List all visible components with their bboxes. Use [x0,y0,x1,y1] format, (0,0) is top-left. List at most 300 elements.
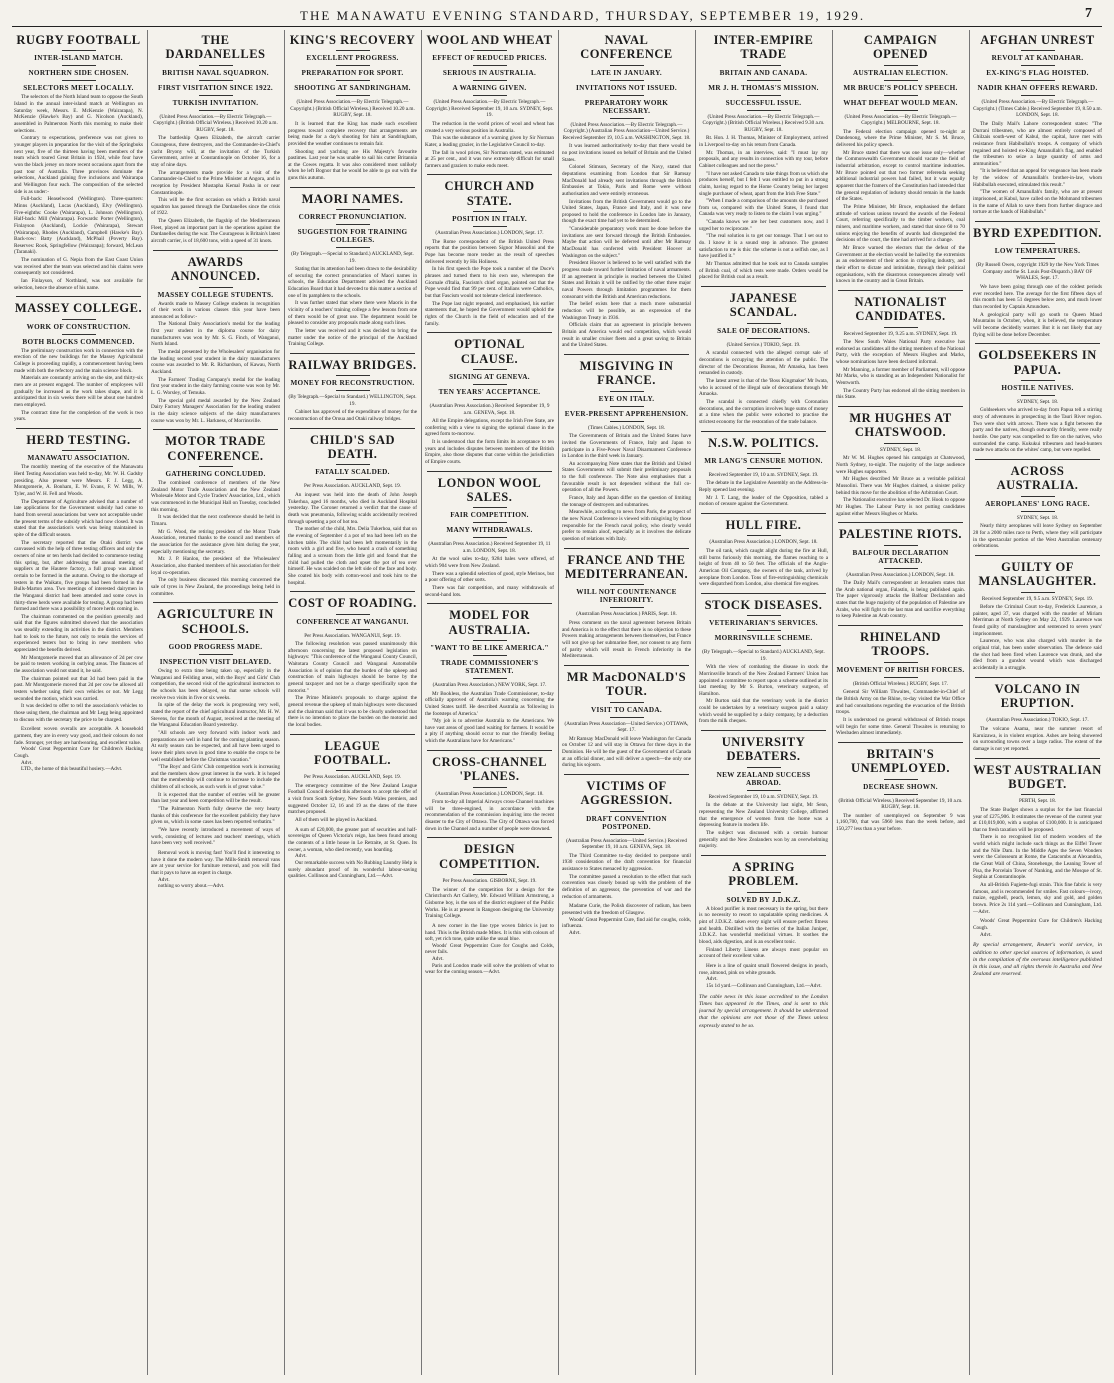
advertisement [14,726,143,773]
dateline: (By Telegraph.—Special to Standard.) AUCKLAND, Sept. 19. [702,649,825,662]
dash-rule [610,811,644,812]
dateline: (Australian Press Association.) TOKIO, Sept. 17. [986,717,1089,724]
article-headline: WEST AUSTRALIAN BUDGET. [973,762,1102,791]
article-body [562,433,691,543]
article-paragraph: The selectors of the North Island team to oppose the South Island in the annual inter-island match at Wellington on Saturday week, Messrs. E. McKenzie (Wairarapa), N. McKenzie (Hawke's Bay) and G. Nicolson (Auckland), assembled in Palmerston North this morning to make their selections. [14,94,143,134]
article-paragraph: It was learned authoritatively to-day that there would be no post invitations issued on behalf of Britain and the United States. [562,143,691,163]
article-paragraph: The Governments of Britain and the United States have invited the Governments of France, Italy and Japan to participate in a Five-Power Naval Disarmament Conference in London in the third week in January. [562,433,691,460]
article [836,406,965,517]
advertisement-title: Woods' Great Peppermint Cure for Coughs and Colds, never fails. [425,942,554,956]
dash-rule [473,507,507,508]
article-subheading: NEW ZEALAND SUCCESS ABROAD. [716,770,811,787]
article-separator [838,742,963,743]
article [973,33,1102,216]
dash-rule [884,545,918,546]
article-paragraph: The debate in the Legislative Assembly on the Address-in-Reply opened last evening. [699,480,828,494]
article-body [973,121,1102,216]
dash-rule [62,450,96,451]
article [836,522,965,620]
article-paragraph: Contrary to expectations, preference was not given to younger players in preparation for the visit of the Springboks next year, five of the thirteen having been members of the team which toured Great Britain in 1924, while four have won the black jersey on more recent occasions apart from the past tour of Australia. Three provinces dominate the selections, Auckland gaining five inclusions and Wairarapa and Wellington four each. The composition of the selected side is as under:- [14,135,143,195]
dash-rule [1021,713,1055,714]
dash-rule [62,319,96,320]
article-paragraph: A scandal connected with the alleged corrupt sale of decorations is occupying the attention of the public. The director of the Decorations Bureau, Mr Amaoka, has been remanded in custody. [699,350,828,377]
article-headline: NAVAL CONFERENCE [580,33,673,62]
dash-rule [747,468,781,469]
article-subheading: NADIR KHAN OFFERS REWARD. [977,84,1098,93]
advertisement-suffix: Advt. [295,853,307,860]
article-subheading: WHAT DEFEAT WOULD MEAN. [843,98,958,107]
article-paragraph: The oil tank, which caught alight during the fire at Hull, still burns furiously this morning, the flames reaching to a height of from 40 to 50 feet. The officials of the Anglo-American Oil Company, the owners of the tank, arrived by aeroplane from London. Tons of fire-extinguishing chemicals were dispatched from London, also chemical fire engines. [699,547,828,588]
dash-rule [473,80,507,81]
article-body [699,480,828,508]
article-headline: CROSS-CHANNEL 'PLANES. [432,754,547,784]
dash-rule [884,677,918,678]
dateline: (Australian Press Association.) Received September 19, 11 a.m. LONDON, Sept. 18. [428,541,551,554]
article-body [14,94,143,291]
article-paragraph: Mr Burton said that the veterinary work in the district could be undertaken by a veterinary surgeon paid a salary which would be supplied by a dairy company, by a deduction from the milk cheques. [699,698,828,725]
article-paragraph: The monthly meeting of the executive of the Manawatu Herd Testing Association was held to-day, Mr. W. H. Gadsby presiding. Also present were Messrs. F. J. Legg, A. Montgomerie, A. Bonham, E. W. Evans, F. W. Mills, W. Tyler, and W. H. Fell and Woods. [14,464,143,497]
article-separator [838,290,963,291]
article-separator [975,343,1100,344]
article-paragraph: Mr Thomas admitted that he took out to Canada samples of British coal, of which tests were made. Orders would be placed for British coal as a result. [699,261,828,281]
article-headline: DESIGN COMPETITION. [439,842,540,871]
article [425,33,554,169]
column-rule [969,30,970,1375]
article-body [836,813,965,833]
article [562,665,691,769]
article-paragraph: Press comment on the naval agreement between Britain and America is to the effect that there is no objection to these Powers making arrangements between themselves, but France will not give up her submarine fleet, nor consent to any form of parity which will result in French inferiority in the Mediterranean. [562,619,691,660]
article-paragraph: The Federal election campaign opened to-night at Dandenong, where the Prime Minister, Mr S. M. Bruce, delivered his policy speech. [836,128,965,149]
footnote-times: The cable news in this issue accredited to the London Times has appeared in the Times, and is sent to this journal by special arrangement. It should be understood that the opinions are not those of the Times unless expressly stated to be so. [699,993,828,1029]
dash-rule [747,630,781,631]
article-separator [290,591,415,592]
article-subheading: FIRST VISITATION SINCE 1922. [158,83,273,92]
article [699,286,828,425]
article-headline: BYRD EXPEDITION. [973,226,1102,241]
dash-rule [1021,794,1055,795]
article [699,593,828,725]
article-paragraph: France, Italy and Japan differ on the question of limiting the tonnage of destroyers and submarines. [562,495,691,508]
article-paragraph: With the view of combating the disease in stock the Morrinsville branch of the New Zealand Farmers' Union has appointed a committee to report upon a scheme outlined at its last meeting by Mr S. Burton, veterinary surgeon, of Hamilton. [699,664,828,697]
article [425,174,554,327]
article-subheading: SUGGESTION FOR TRAINING COLLEGES. [297,228,408,245]
article-paragraph: The Third Committee to-day decided to postpone until 1930 consideration of the draft convention for financial assistance to States menaced by aggression. [562,852,691,872]
article-subheading: CONFERENCE AT WANGANUI. [296,617,409,626]
dash-rule [199,639,233,640]
dateline: (United Press Association.—By Electric Telegraph.—Copyright.) (British Official Wireless.) Received 10.20 a.m. RUGBY, Sept. 18. [153,113,278,133]
article [973,459,1102,550]
article-paragraph: Laurence, who was also charged with murder in the original trial, has been under observation. The defence said the shot had been fired when Laurence was drunk, and she died from a gunshot wound which was discharged accidentally in a struggle. [973,638,1102,672]
dash-rule [336,479,370,480]
article-subheading: MASSEY COLLEGE STUDENTS. [157,290,274,299]
advertisement-extra: LTD., the home of this beautiful hosiery.—Advt. [21,766,123,773]
dash-rule [473,95,507,96]
article-paragraph: We have been going through one of the coldest periods ever recorded here. The average for the first fifteen days of this month has been 51 degrees below zero, and much lower than recorded by Captain Amundsen. [973,283,1102,310]
advertisement-suffix: Advt. [980,931,992,938]
dash-rule [610,95,644,96]
article-paragraph: Ian Finlayson, of Northland, was not available for selection, hence the absence of his name. [14,278,143,291]
dash-rule [62,50,96,51]
article-subheading: MR J. H. THOMAS'S MISSION. [708,83,819,92]
article-paragraph: An inquest was held into the death of John Joseph Tukerhoa, aged 16 months, who died in Auckland Hospital yesterday. The Coroner returned a verdict that the cause of death was pneumonia, following scalds accidentally received through upsetting a pot of hot tea. [288,491,417,525]
article-paragraph: "When I made a comparison of the amounts she purchased from us, compared with the United States, I found that Canada was very ready to listen to the claim I was urging." [699,198,828,218]
article-headline: UNIVERSITY DEBATERS. [721,735,806,764]
article-headline: INTER-EMPIRE TRADE [713,33,814,62]
advertisement-text: Madame Curie, the Polish discoverer of radium, has been presented with the freedom of Glasgow. [562,903,691,916]
dateline: Per Press Association. AUCKLAND, Sept. 19. [304,774,401,781]
column-6 [699,30,828,1375]
article-subheading: BRITAIN AND CANADA. [719,68,808,77]
dateline: Per Press Association. WANGANUI, Sept. 19. [304,632,401,639]
column-rule [695,30,696,1375]
article-subheading: DRAFT CONVENTION POSTPONED. [586,814,667,831]
article-subheading: PREPARATION FOR SPORT. [301,69,404,78]
article-body [699,906,828,960]
article [562,33,691,349]
article-body [151,135,280,245]
dash-rule [199,65,233,66]
article-separator [975,555,1100,556]
article-body [562,736,691,769]
dateline: (By Telegraph.—Special to Standard.) AUCKLAND, Sept. 19. [291,251,414,264]
article-body [836,689,965,737]
article-separator [564,665,689,666]
article-separator [427,750,552,751]
dateline: SYDNEY, Sept. 18. [1016,514,1059,521]
article-separator [290,734,415,735]
article-subheading: EVER-PRESENT APPREHENSION. [564,409,689,418]
article-paragraph: The volcano Asama, near the summer resort of Karuizawa, is in violent eruption. Ashes are being showered on surrounding towns over a large radius. The extent of the damage is not yet reported. [973,725,1102,752]
article-headline: STOCK DISEASES. [704,597,823,612]
article-subheading: FATALLY SCALDED. [315,468,390,477]
article-paragraph: An accompanying Note states that the British and United States Governments will submit their preliminary proposals to the full conference. The Note also emphasises that a favourable result is not dependent without the full co-operation of all the Powers. [562,460,691,494]
article-body [425,556,554,598]
article-subheading: SHOOTING AT SANDRINGHAM. [294,84,411,93]
article-paragraph: There was a splendid selection of good, style Merinos, but a poor offering of other sorts. [425,570,554,584]
dateline: (United Press Association.—By Electric Telegraph.—Copyright.) (British Official Wireless.) Received 9.30 a.m. RUGBY, Sept. 18. [702,113,825,133]
article-body [151,301,280,425]
article-body [425,239,554,328]
article-body [973,807,1102,916]
article-paragraph: The only business discussed this morning concerned the sale of tyres in New Zealand, the proceedings being held in committee. [151,577,280,597]
article-paragraph: Mr W. M. Hughes opened his campaign at Chatswood, North Sydney, to-night. The majority of the large audience were Hughes supporters. [836,455,965,475]
article-separator [838,522,963,523]
article-separator [975,758,1100,759]
article [836,742,965,833]
article-paragraph: The preliminary construction work in connection with the erection of the new buildings for the Massey Agricultural College is proceeding rapidly, a commencement having been made with both the refectory and the main science block. [14,347,143,374]
advertisement-suffix: Advt. [21,759,33,766]
article [425,332,554,465]
article-paragraph: The Farmers' Trading Company's medal for the leading first year student in the dairy farming course was won by Mr. L. G. Worsley, of Temuka. [151,376,280,397]
advertisement-extra: Our remarkable success with No Rubbing Laundry Help is surely abundant proof of its wonderful labour-saving qualities. Collinson and Cunningham, Ltd.—Advt. [288,860,417,880]
dash-rule [884,80,918,81]
article-subheading: WORK OF CONSTRUCTION. [26,322,131,331]
article-separator [153,602,278,603]
article-paragraph: The number of unemployed on September 9 was 1,160,700, that was 5960 less than the week before, and 150,277 less than a year before. [836,812,965,832]
article-paragraph: The Country Party has endorsed all the sitting members in this State. [836,387,965,401]
article-subheading: LOW TEMPERATURES. [994,247,1081,256]
dash-rule [473,537,507,538]
article-separator [290,353,415,354]
article-subheading: BALFOUR DECLARATION ATTACKED. [852,548,949,565]
dash-rule [473,655,507,656]
dateline: (British Official Wireless.) Received September 19, 10 a.m. RUGBY, Sept. 18. [838,797,963,811]
article [699,513,828,588]
advertisement-title: Woods' Great Peppermint Cure, find aid for coughs, colds, influenza. [562,916,691,930]
dash-rule [610,65,644,66]
article-subheading: FAIR COMPETITION. [450,511,529,520]
article-paragraph: There is no recognised list of modern wonders of the world which might include such things as the Eiffel Tower and the Nile Dam. In the Middle Ages the Seven Wonders were: the Colosseum at Rome, the Catacombs at Alexandria, the Great Wall of China, Stonehenge, the Leaning Tower of Pisa, the Porcelain Tower of Nanking, and the Mosque of St. Sophia at Constantinople. [973,834,1102,881]
dash-rule [610,421,644,422]
article-subheading: MORRINSVILLE SCHEME. [714,634,813,643]
dateline: Received September 19, 9.25 a.m. SYDNEY, Sept. 19. [843,330,958,337]
article-headline: OPTIONAL CLAUSE. [454,337,525,366]
article-separator [427,603,552,604]
column-rule [284,30,285,1375]
article [288,33,417,182]
dash-rule [610,391,644,392]
article-paragraph: The Daily Mail's Lahore correspondent states: "The Durrani tribesmen, who are almost entirely composed of Ghilzais south-west of Kabul, the capital, have met with resistance from Habibullah's troops. A company of which regained and hoisted ex-King Amanullah's flag, and enabled the tribesmen to seize a large quantity of arms and ammunition." [973,120,1102,167]
dash-rule [884,110,918,111]
article-paragraph: The fall in wool prices, Sir Norman stated, was estimated at 25 per cent., and it was now extremely difficult for small farmers and graziers to make ends meet. [425,149,554,169]
article-separator [701,730,826,731]
article-paragraph: Mr Ramsay MacDonald will leave Washington for Canada on October 12 and will stay in Ottawa for three days in the Dominion. He will be the guest of the Government of Canada at an official dinner, and will deliver a speech—the only one during his sojourn. [562,735,691,769]
advertisement-extra: 15s 1d yard.—Collinson and Cunningham, Ltd.—Advt. [706,982,822,989]
article-headline: N.S.W. POLITICS. [708,435,819,450]
article-paragraph: The special gold medal awarded by the New Zealand Dairy Factory Managers' Association for the leading student in the dairy science subjects of the dairy manufacturers course was won by Mr. L. Harkness, of Morrinsville. [151,397,280,424]
article-body [973,407,1102,454]
dash-rule [473,678,507,679]
article-paragraph: Goldseekers who arrived to-day from Papua tell a stirring story of adventures in prospecting in the Tauri River region. Two were shot with arrows. There was a fight between the party and the natives, though outwardly friendly, were really hostile. One party was compelled to fire on the natives, who surrounded the camp. Kukukui tribesmen and head-hunters made two attacks on the whites' camp, but were repelled. [973,407,1102,454]
dash-rule [610,80,644,81]
dash-rule [1021,592,1055,593]
article-paragraph: This was the substance of a warning given by Sir Norman Kater, a leading grazier, in the Legislative Council to-day. [425,135,554,148]
dash-rule [610,702,644,703]
dash-rule [747,767,781,768]
column-5 [562,30,691,1375]
masthead-title: THE MANAWATU EVENING STANDARD, THURSDAY, SEPTEMBER 19, 1929. [300,8,866,23]
article-paragraph: In spite of the delay the work is progressing very well, stated the report of the chief agricultural instructor, Mr. H. W. Stevens, for the month of August, received at the meeting of the Wanganui Education Board yesterday. [151,702,280,729]
article-paragraph: General Sir William Thwaites, Commander-in-Chief of the British Army on the Rhine, to-day visited the War Office and had consultations regarding the evacuation of the British troops. [836,689,965,716]
article-subheading: SOLVED BY J.D.K.Z. [726,895,801,904]
article [699,730,828,850]
article-subheading: DECREASE SHOWN. [863,782,938,791]
dash-rule [62,80,96,81]
article-paragraph: Mr Montgomerie moved that an allowance of 2d per cow be paid to testers working in outlying areas. The finances of the association would not stand it, he said. [14,654,143,675]
dateline: (United Press Association.—By Electric Telegraph.—Copyright.) (Times Cable.) Received September 19, 8.50 a.m. LONDON, Sept. 18. [973,99,1102,119]
article-subheading: MOVEMENT OF BRITISH FORCES. [836,665,965,674]
dash-rule [747,453,781,454]
dash-rule [884,794,918,795]
article-paragraph: The State Budget shows a surplus for the last financial year of £275,906. It estimates the revenue of the current year at £10,019,000, with a surplus of £100,000. It is anticipated that no fresh taxation will be proposed. [973,806,1102,833]
article-separator [427,332,552,333]
article-body [836,580,965,620]
dateline: (United Service.) TOKIO, Sept. 19. [726,341,801,348]
dash-rule [747,535,781,536]
article-paragraph: Mr Bruce warned the electors that the defeat of the Government at the election would be hailed by the extremists as an endorsement of their action in crippling industry, and their effort to dictate and intimidate, through their political organisations, with the disastrous consequences already well known in the country and in Great Britain. [836,244,965,285]
article-body [699,135,828,281]
article-subheading: EXCELLENT PROGRESS. [306,54,399,63]
dash-rule [610,118,644,119]
article-body [425,691,554,745]
article-paragraph: "My job is to advertise Australia to the Americans. We have vast areas of good land waiting for farmers. It would be a pity if anything should occur to mar the friendly feeling which the Australians have for Americans." [425,718,554,745]
article-separator [701,513,826,514]
article [836,625,965,737]
dash-rule [473,640,507,641]
dash-rule [1021,511,1055,512]
dash-rule [610,584,644,585]
article-body [288,783,417,824]
article-paragraph: Owing to extra time being taken up, especially in the Wanganui and Feilding areas, with the Boys' and Girls' Club competition, the second visit of the agricultural instructors to the schools has been delayed, so that some schools will receive two visits in five or six weeks. [151,667,280,701]
article-headline: LEAGUE FOOTBALL. [313,738,392,767]
article-paragraph: Colonel Stimson, Secretary of the Navy, stated that deputations examining from London that Sir Ramsay MacDonald had already sent invitations through the British Embassies at Tokio, Paris and Rome were without authorisation and were entirely erroneous. [562,164,691,197]
article-body [425,121,554,170]
article-headline: MR MacDONALD'S TOUR. [566,669,687,699]
column-rule [832,30,833,1375]
article-subheading: SELECTORS MEET LOCALLY. [23,84,134,93]
article-paragraph: The committee passed a resolution to the effect that such convention was closely bound up with the problem of the definition of an aggressor, the prevention of war and the reduction of armaments. [562,873,691,900]
article [425,471,554,599]
article-headline: AWARDS ANNOUNCED. [170,254,261,284]
dash-rule [336,390,370,391]
dateline: (United Press Association.—By Electric Telegraph.—Copyright.) Received September 19, 10 a.m. SYDNEY, Sept. 19. [425,99,554,119]
article-subheading: BOTH BLOCKS COMMENCED. [22,337,135,346]
article-paragraph: Awards made to Massey College students in recognition of their work in various classes this year have been announced as follow:- [151,300,280,320]
article-paragraph: The secretary reported that the Otaki district was canvassed with the help of three testing officers and only the owners of nine or ten herds had decided to commence testing this spring, but, after addressing the annual meeting of suppliers at the Hautere factory, a full group was almost certain to be formed in the autumn. Owing to the shortage of testers in the Waikato, five groups had been formed in the Bulls-Marton area. Two meetings of interested dairymen in the Wanganui district had been attended and some cows in thirty-three herds were available for testing. A group had been formed and there was a possibility of more herds coming in. [14,539,143,613]
article-body [973,284,1102,338]
article-body [973,604,1102,672]
dash-rule [62,65,96,66]
article-paragraph: The Department of Agriculture advised that a number of late applications for the Government subsidy had come to hand from several associations but were not acceptable under the present terms of the subsidy which had now closed. It was stated that the association's work was being maintained in spite of the difficult season. [14,498,143,538]
article-subheading: MANY WITHDRAWALS. [446,526,533,535]
dash-rule [884,327,918,328]
dash-rule [473,226,507,227]
dash-rule [1021,258,1055,259]
article-separator [427,174,552,175]
article [836,33,965,285]
article-paragraph: The arrangements made provide for a visit of the Commander-in-Chief to the Prime Minister at Angora, and in reception by President Mustapha Kemal Pasha in or near Constantinople. [151,169,280,196]
dash-rule [473,874,507,875]
column-4 [425,30,554,1375]
article-body [973,726,1102,753]
article-paragraph: Mr G. Wood, the retiring president of the Motor Trade Association, returned thanks to the council and members of the association for the assistance given him during the year, especially mentioning the secretary. [151,528,280,555]
dash-rule [1021,496,1055,497]
dateline: Received September 19, 9.5 a.m. SYDNEY, Sept. 19. [981,595,1094,602]
article-paragraph: "We have recently introduced a movement of ways of work, consisting of lectures and teachers' meetings, which have been very well received." [151,827,280,847]
dateline: Per Press Association. AUCKLAND, Sept. 19. [304,483,401,490]
footnote-reuters: By special arrangement, Reuter's world service, in addition to other special sources of information, is used in the compilation of the overseas intelligence published in this issue, and all rights therein in Australia and New Zealand are reserved. [973,942,1102,978]
article-subheading: MONEY FOR RECONSTRUCTION. [290,379,415,388]
article-subheading: SERIOUS IN AUSTRALIA. [442,69,537,78]
article-paragraph: The emergency committee of the New Zealand League Football Council decided this afternoon to accept the offer of a visit from South Sydney, New South Wales premiers, and suggested October 12, 16 and 19 as the dates of the three matches proposed. [288,782,417,816]
dateline: (United Press Association.—By Electric Telegraph.—Copyright.) (Australian Press Association—United Service.) Received September 19, 10.5 a.m. WASHINGTON, Sept. 18. [562,121,691,141]
dash-rule [336,209,370,210]
article-headline: VOLCANO IN ERUPTION. [994,681,1081,711]
article-headline: MASSEY COLLEGE. [14,301,143,316]
dateline: Per Press Association. GISBORNE, Sept. 19. [442,878,537,885]
article-body [425,799,554,832]
article-headline: COST OF ROADING. [288,596,417,611]
article-paragraph: "All schools are very forward with indoor work and preparations are well in hand for the coming planting season. At early season can be expected, and all have been urged to leave their plots sown in good time to enable the crops to be well established before the Christmas vacation." [151,729,280,763]
article-subheading: BRITISH NAVAL SQUADRON. [162,68,269,77]
article-subheading: POSITION IN ITALY. [452,215,527,224]
article-body [288,121,417,182]
article [973,221,1102,338]
article-paragraph: "The real solution is to get our tonnage. That I set out to do. I know it is a sound step in advance. The greatest satisfaction to me is this: the scheme is not a selfish one, as I have justified it." [699,233,828,260]
dash-rule [473,399,507,400]
article-paragraph: A blood purifier is most necessary in the spring, but there is no necessity to resort to unpalatable spring medicines. A pint of J.D.K.Z. taken every night will ensure perfect fitness and health. Distilled with the berries of the Italian Juniper, J.D.K.Z. has wonderful medicinal virtues. It soothes the blood, aids digestion, and is an excellent tonic. [699,905,828,945]
dash-rule [747,80,781,81]
advertisement-extra: nothing so worry about.—Advt. [158,883,225,890]
dash-rule [336,629,370,630]
dash-rule [884,662,918,663]
article-paragraph: The contract time for the completion of the work is two years. [14,409,143,423]
advertisement [288,827,417,880]
article-headline: FRANCE AND THE MEDITERRANEAN. [564,552,689,582]
dateline: (Australian Press Association.) LONDON, Sept. 18. [709,539,818,546]
article-subheading: MR LANG'S CENSURE MOTION. [704,456,823,465]
dash-rule [747,615,781,616]
article-headline: KING'S RECOVERY [289,33,416,47]
article-paragraph: Mr. Thomas, in an interview, said: "I must lay my proposals, and any results in connection with my tour, before Cabinet colleagues and not the press." [699,149,828,169]
article-paragraph: In the debate at the University last night, Mr Senn, representing the New Zealand University College, affirmed that the emergence of women from the home was a depressing feature in modern life. [699,802,828,829]
article-paragraph: The subject was discussed with a certain humour generally and the New Zealanders won by an overwhelming majority. [699,829,828,850]
advertisement [151,850,280,890]
dash-rule [1021,243,1055,244]
dash-rule [884,65,918,66]
dash-rule [1021,395,1055,396]
article-paragraph: The Daily Mail's correspondent at Jerusalem states that the Arab national organ, Falastin, is being published again. The paper vigorously attacks the Balfour Declaration and states that the huge majority of the population of Palestine are Arabs, who will fight to the last man and sacrifice everything to keep Palestine an Arab country. [836,580,965,620]
article-paragraph: The combined conference of members of the New Zealand Motor Trade Association and the New Zealand Wholesale Motor and Cycle Traders' Association, Ltd., which was commenced in the Municipal Hall on Tuesday, concluded this morning. [151,480,280,513]
article [562,354,691,543]
dateline: (By Russell Owen, copyright 1929 by the New York Times Company and the St. Louis Post-Dispatch.) BAY OF WHALES, Sept. 17. [976,262,1099,282]
article-paragraph: A geological party will go south to Queen Maud Mountains in October, when, it is believed, the temperature will become decidedly warmer. But it is not likely that any flying will be done before December. [973,311,1102,338]
article [973,758,1102,916]
article-subheading: SUCCESSFUL ISSUE. [725,98,802,107]
dash-rule [747,892,781,893]
article-paragraph: "The women of Amanullah's family, who are at present imprisoned, at Kabul, have called on the Mohmand tribesmen in the name of Allah to save them from further disgrace and torture at the hands of Habibullah." [973,189,1102,216]
dash-rule [199,110,233,111]
dash-rule [747,790,781,791]
article-paragraph: President Hoover is believed to be well satisfied with the progress made toward further limitation of naval armaments. If an agreement in principle is reached between the United States and Britain it will be ratified by the other three major naval Powers through limitation programmes for them consonant with the British and American reductions. [562,260,691,300]
article-subheading: TURKISH INVITATION. [172,98,259,107]
article-paragraph: The following resolution was passed unanimously this afternoon concerning the latest proposed legislation on highways: "This conference of the Wanganui County Council, Waitotara County Council and Wanganui Automobile Association is of opinion that the burden of the upkeep and construction of main highways should be borne by the general taxpayer and not be a charge specifically upon the motorist." [288,641,417,694]
dateline: Received September 19, 10 a.m. SYDNEY, Sept. 19. [708,793,819,800]
article-paragraph: All of them will be played in Auckland. [295,817,378,824]
dash-rule [1021,50,1055,51]
advertisement-text: Removal work is moving fast! You'll find it interesting to have it done the modern way. The Mills-Smith removal vans are at your service for furniture removal, and you will find that it pays to have an expert in charge. [151,850,280,876]
column-8 [973,30,1102,1375]
dash-rule [336,65,370,66]
article-subheading: TRADE COMMISSIONER'S STATEMENT. [440,659,539,676]
dash-rule [199,287,233,288]
article [288,734,417,824]
dateline: (Australian Press Association.) LONDON, Sept. 17. [435,230,544,237]
article-headline: RHINELAND TROOPS. [860,629,941,659]
article-subheading: AUSTRALIAN ELECTION. [852,68,949,77]
article-headline: THE DARDANELLES [165,33,266,62]
article [973,677,1102,753]
dash-rule [336,95,370,96]
article-paragraph: Mr Manning, a former member of Parliament, will oppose Mr Marks, who is standing as an Independent Nationalist for Wentworth. [836,366,965,387]
article-paragraph: Cabinet has approved of the expenditure of money for the reconstruction of the Oroua and Otaki railway bridges. [288,409,417,423]
article-subheading: INVITATIONS NOT ISSUED. [576,83,677,92]
column-rule [558,30,559,1375]
article-body [699,664,828,725]
article [151,602,280,847]
article-paragraph: It is understood that the form limits its acceptance to ten years and includes disputes between members of the British Empire, also those disputes that come within the jurisdiction of Empire courts. [425,438,554,465]
column-rule [421,30,422,1375]
